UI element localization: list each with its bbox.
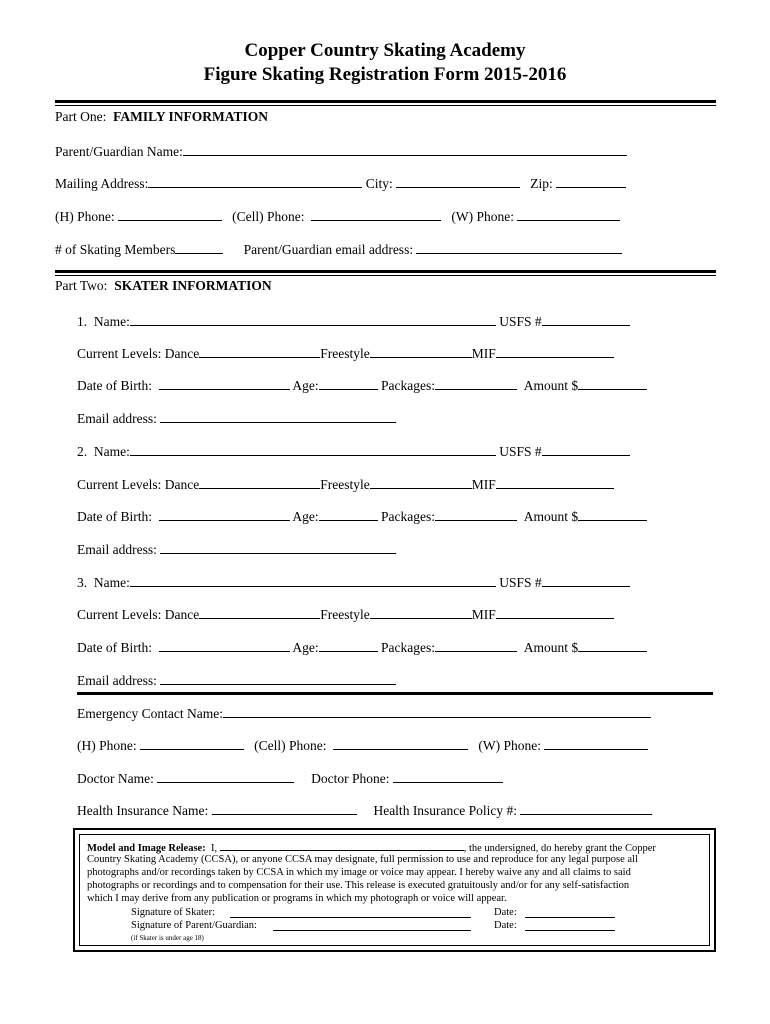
guardian-date-label: Date: bbox=[494, 920, 517, 931]
insurance-row: Health Insurance Name: Health Insurance Policy #: bbox=[77, 801, 652, 819]
mailing-address-field[interactable] bbox=[148, 174, 362, 188]
skater-date-label: Date: bbox=[494, 907, 517, 918]
emergency-home-phone-field[interactable] bbox=[140, 736, 244, 750]
home-phone-field[interactable] bbox=[118, 207, 222, 221]
skater-3-mif-field[interactable] bbox=[496, 605, 614, 619]
part-two-heading: Part Two: SKATER INFORMATION bbox=[55, 278, 272, 293]
insurance-policy-field[interactable] bbox=[520, 801, 652, 815]
skater-signature-field[interactable] bbox=[230, 907, 471, 918]
doctor-phone-field[interactable] bbox=[393, 769, 503, 783]
skater-3-dob-row: Date of Birth: Age: Packages: Amount $ bbox=[77, 638, 647, 656]
skater-1-email-row: Email address: bbox=[77, 409, 396, 427]
skater-1-age-field[interactable] bbox=[319, 376, 378, 390]
city-label: City: bbox=[365, 176, 393, 191]
members-email-row bbox=[55, 240, 622, 258]
skater-3-usfs-field[interactable] bbox=[542, 573, 630, 587]
skater-2-name-row: 2. Name: USFS # bbox=[77, 442, 630, 460]
work-phone-label: (W) Phone: bbox=[451, 209, 514, 224]
release-line-3: photographs and/or recordings taken by CCSA in which my image or voice may appear. I hereby waive any and all claims to said bbox=[87, 867, 631, 878]
skater-2-levels-row: Current Levels: Dance Freestyle MIF bbox=[77, 475, 614, 493]
skater-1-freestyle-field[interactable] bbox=[370, 344, 472, 358]
zip-label: Zip: bbox=[530, 176, 553, 191]
guardian-signature-label: Signature of Parent/Guardian: bbox=[131, 920, 257, 931]
release-line-2: Country Skating Academy (CCSA), or anyone CCSA may designate, full permission to use and reproduce for any legal purpose all bbox=[87, 854, 638, 865]
skater-3-age-field[interactable] bbox=[319, 638, 378, 652]
skater-1-usfs-field[interactable] bbox=[542, 312, 630, 326]
skater-3-levels-row: Current Levels: Dance Freestyle MIF bbox=[77, 605, 614, 623]
skater-date-field[interactable] bbox=[525, 907, 615, 918]
skater-3-name-field[interactable] bbox=[130, 573, 496, 587]
skater-3-freestyle-field[interactable] bbox=[370, 605, 472, 619]
section-divider-thick bbox=[55, 100, 716, 103]
cell-phone-field[interactable] bbox=[311, 207, 441, 221]
family-phone-row bbox=[55, 207, 620, 225]
work-phone-field[interactable] bbox=[517, 207, 620, 221]
skater-2-email-row: Email address: bbox=[77, 540, 396, 558]
doctor-row: Doctor Name: Doctor Phone: bbox=[77, 769, 503, 787]
release-line-1: Model and Image Release: I, , the undersigned, do hereby grant the Copper bbox=[87, 840, 656, 855]
skater-3-email-row: Email address: bbox=[77, 671, 396, 689]
skater-2-dob-row: Date of Birth: Age: Packages: Amount $ bbox=[77, 507, 647, 525]
emergency-work-phone-field[interactable] bbox=[544, 736, 648, 750]
skater-1-dob-field[interactable] bbox=[159, 376, 290, 390]
zip-field[interactable] bbox=[556, 174, 626, 188]
release-name-field[interactable] bbox=[220, 840, 464, 851]
skater-2-dance-field[interactable] bbox=[199, 475, 320, 489]
city-field[interactable] bbox=[396, 174, 520, 188]
skater-3-email-field[interactable] bbox=[160, 671, 396, 685]
emergency-phone-row: (H) Phone: (Cell) Phone: (W) Phone: bbox=[77, 736, 648, 754]
skater-2-age-field[interactable] bbox=[319, 507, 378, 521]
section-divider-thick bbox=[55, 270, 716, 273]
skater-1-mif-field[interactable] bbox=[496, 344, 614, 358]
guardian-signature-field[interactable] bbox=[273, 920, 471, 931]
guardian-date-field[interactable] bbox=[525, 920, 615, 931]
emergency-contact-field[interactable] bbox=[223, 704, 651, 718]
release-heading: Model and Image Release: bbox=[87, 843, 206, 854]
parent-name-row bbox=[55, 142, 627, 160]
skater-3-amount-field[interactable] bbox=[578, 638, 647, 652]
form-title-line1: Copper Country Skating Academy bbox=[244, 40, 526, 61]
skater-3-dance-field[interactable] bbox=[199, 605, 320, 619]
skater-3-dob-field[interactable] bbox=[159, 638, 290, 652]
parent-email-field[interactable] bbox=[416, 240, 622, 254]
skater-1-packages-field[interactable] bbox=[435, 376, 517, 390]
doctor-name-field[interactable] bbox=[157, 769, 294, 783]
skater-2-usfs-field[interactable] bbox=[542, 442, 630, 456]
parent-name-label: Parent/Guardian Name: bbox=[55, 144, 183, 159]
skater-1-email-field[interactable] bbox=[160, 409, 396, 423]
skater-1-dob-row: Date of Birth: Age: Packages: Amount $ bbox=[77, 376, 647, 394]
form-title-line2: Figure Skating Registration Form 2015-2016 bbox=[203, 64, 567, 85]
mailing-address-label: Mailing Address: bbox=[55, 176, 149, 191]
skating-members-label: # of Skating Members bbox=[55, 242, 176, 257]
emergency-cell-phone-field[interactable] bbox=[333, 736, 468, 750]
skater-1-name-field[interactable] bbox=[130, 312, 496, 326]
skater-1-levels-row: Current Levels: Dance Freestyle MIF bbox=[77, 344, 614, 362]
section-divider-thin bbox=[55, 105, 716, 106]
release-line-4: photographs or recordings and to compensation for their use. This release is executed gratuitously and/or for any self-satisfaction bbox=[87, 880, 630, 891]
skater-3-packages-field[interactable] bbox=[435, 638, 517, 652]
skater-2-email-field[interactable] bbox=[160, 540, 396, 554]
skater-2-freestyle-field[interactable] bbox=[370, 475, 472, 489]
parent-name-field[interactable] bbox=[183, 142, 627, 156]
skater-2-mif-field[interactable] bbox=[496, 475, 614, 489]
part-one-heading: Part One: FAMILY INFORMATION bbox=[55, 109, 268, 124]
cell-phone-label: (Cell) Phone: bbox=[232, 209, 305, 224]
emergency-divider bbox=[77, 692, 713, 695]
emergency-contact-row: Emergency Contact Name: bbox=[77, 704, 651, 722]
parent-email-label: Parent/Guardian email address: bbox=[243, 242, 414, 257]
skater-2-packages-field[interactable] bbox=[435, 507, 517, 521]
skater-signature-label: Signature of Skater: bbox=[131, 907, 215, 918]
skater-2-amount-field[interactable] bbox=[578, 507, 647, 521]
skater-2-name-field[interactable] bbox=[130, 442, 496, 456]
home-phone-label: (H) Phone: bbox=[55, 209, 115, 224]
skater-2-dob-field[interactable] bbox=[159, 507, 290, 521]
skater-3-name-row: 3. Name: USFS # bbox=[77, 573, 630, 591]
mailing-address-row bbox=[55, 174, 626, 192]
skater-1-name-row: 1. Name: USFS # bbox=[77, 312, 630, 330]
release-line-5: which I may derive from any publication or programs in which my photograph or voice will appear. bbox=[87, 893, 507, 904]
skating-members-field[interactable] bbox=[175, 240, 223, 254]
insurance-name-field[interactable] bbox=[212, 801, 357, 815]
under-age-note: (if Skater is under age 18) bbox=[131, 934, 204, 942]
skater-1-dance-field[interactable] bbox=[199, 344, 320, 358]
skater-1-amount-field[interactable] bbox=[578, 376, 647, 390]
section-divider-thin bbox=[55, 275, 716, 276]
